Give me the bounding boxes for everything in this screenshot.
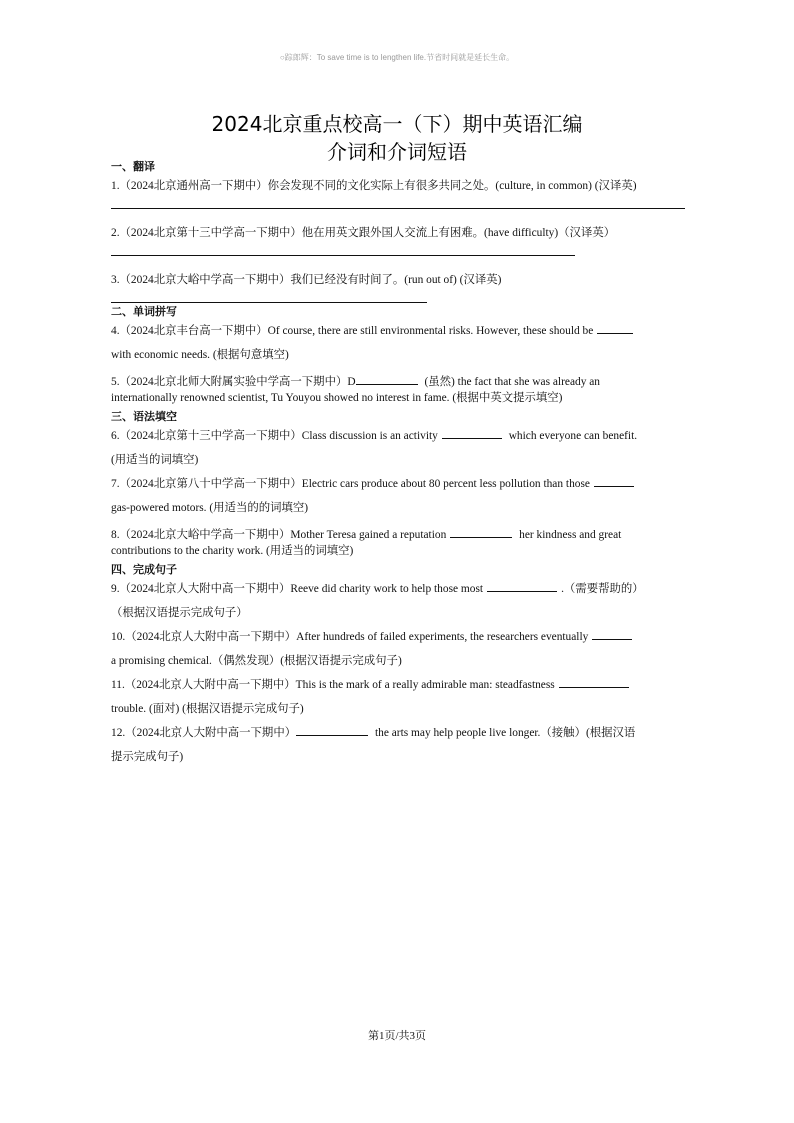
question-10-text-cont: a promising chemical.（偶然发现）(根据汉语提示完成句子) xyxy=(111,655,402,667)
header-watermark-note: ○踪郎辉：To save time is to lengthen life.节省时间就是延长生命。 xyxy=(279,53,515,62)
question-12 xyxy=(111,721,685,769)
section-heading-spelling: 二、单词拼写 xyxy=(111,305,177,318)
question-10 xyxy=(111,625,685,673)
question-6-instruction: (用适当的词填空) xyxy=(111,454,199,466)
question-11-text-cont: trouble. (面对) (根据汉语提示完成句子) xyxy=(111,703,304,715)
question-11 xyxy=(111,673,685,721)
blank-4[interactable] xyxy=(597,322,633,334)
blank-11[interactable] xyxy=(559,676,629,688)
question-9-text: 9.（2024北京人大附中高一下期中）Reeve did charity work to help those most xyxy=(111,583,484,595)
section-heading-complete-sentences: 四、完成句子 xyxy=(111,563,177,576)
question-7 xyxy=(111,472,685,520)
question-11-text: 11.（2024北京人大附中高一下期中）This is the mark of a really admirable man: steadfastness xyxy=(111,679,555,691)
question-2: 2.（2024北京第十三中学高一下期中）他在用英文跟外国人交流上有困难。(have difficulty)（汉译英） xyxy=(111,227,616,239)
answer-line-1[interactable] xyxy=(111,198,685,209)
blank-8[interactable] xyxy=(450,526,512,538)
question-5 xyxy=(111,373,685,406)
question-4 xyxy=(111,319,685,367)
question-8-text-cont: her kindness and great xyxy=(519,529,622,541)
question-12-text-cont: the arts may help people live longer.（接触）(根据汉语 xyxy=(374,727,636,739)
blank-7[interactable] xyxy=(594,475,634,487)
question-9 xyxy=(111,577,685,625)
question-9-instruction: （根据汉语提示完成句子） xyxy=(111,607,248,619)
page-number-footer: 第1页/共3页 xyxy=(367,1030,427,1042)
document-subtitle: 介词和介词短语 xyxy=(327,140,467,164)
question-8-text-line2: contributions to the charity work. (用适当的词填空) xyxy=(111,545,354,557)
document-title: 2024北京重点校高一（下）期中英语汇编 xyxy=(211,112,583,136)
answer-line-3[interactable] xyxy=(111,292,427,303)
question-6-text: 6.（2024北京第十三中学高一下期中）Class discussion is an activity xyxy=(111,430,438,442)
question-5-text-line2: internationally renowned scientist, Tu Youyou showed no interest in fame. (根据中英文提示填空) xyxy=(111,392,563,404)
question-3: 3.（2024北京大峪中学高一下期中）我们已经没有时间了。(run out of) (汉译英) xyxy=(111,274,502,286)
question-12-text: 12.（2024北京人大附中高一下期中） xyxy=(111,727,297,739)
question-5-text-cont: (虽然) the fact that she was already an xyxy=(424,376,600,388)
blank-6[interactable] xyxy=(442,427,502,439)
question-4-text-cont: with economic needs. (根据句意填空) xyxy=(111,349,289,361)
blank-5[interactable] xyxy=(356,373,418,385)
question-6-text-cont: which everyone can benefit. xyxy=(508,430,638,442)
question-12-text-line2: 提示完成句子) xyxy=(111,751,184,763)
section-heading-translation: 一、翻译 xyxy=(111,160,155,173)
blank-12[interactable] xyxy=(296,724,368,736)
question-8-text: 8.（2024北京大峪中学高一下期中）Mother Teresa gained a reputation xyxy=(111,529,447,541)
question-content xyxy=(111,160,685,769)
blank-10[interactable] xyxy=(592,628,632,640)
answer-line-2[interactable] xyxy=(111,245,575,256)
question-8 xyxy=(111,526,685,559)
question-6 xyxy=(111,424,685,472)
question-7-text: 7.（2024北京第八十中学高一下期中）Electric cars produce about 80 percent less pollution than those xyxy=(111,478,590,490)
section-heading-grammar: 三、语法填空 xyxy=(111,410,177,423)
question-5-text: 5.（2024北京北师大附属实验中学高一下期中）D xyxy=(111,376,356,388)
question-4-text: 4.（2024北京丰台高一下期中）Of course, there are still environmental risks. However, these should be xyxy=(111,325,594,337)
question-1: 1.（2024北京通州高一下期中）你会发现不同的文化实际上有很多共同之处。(culture, in common) (汉译英) xyxy=(111,180,637,192)
question-9-hint: .（需要帮助的） xyxy=(561,583,644,595)
question-7-text-cont: gas-powered motors. (用适当的的词填空) xyxy=(111,502,309,514)
question-10-text: 10.（2024北京人大附中高一下期中）After hundreds of failed experiments, the researchers eventually xyxy=(111,631,589,643)
blank-9[interactable] xyxy=(487,580,557,592)
